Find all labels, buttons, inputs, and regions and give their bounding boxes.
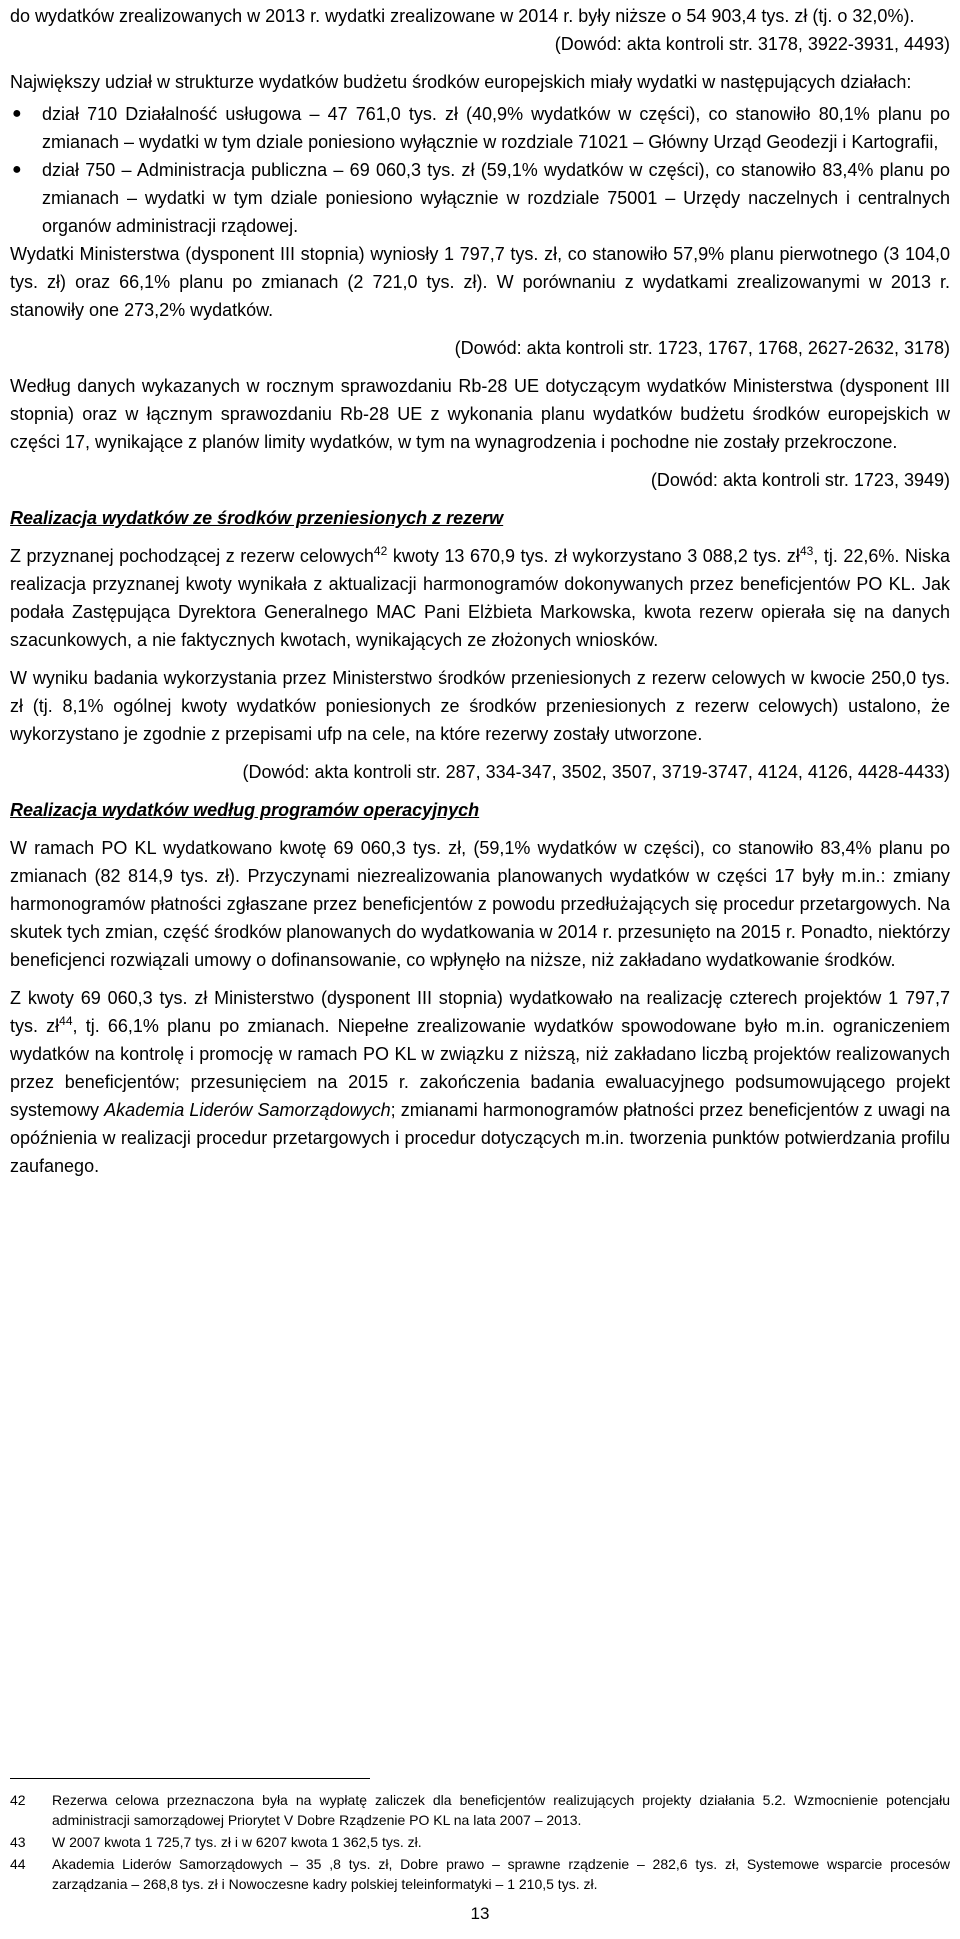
paragraph-7: W ramach PO KL wydatkowano kwotę 69 060,3 tys. zł, (59,1% wydatków w części), co stanowiło 83,4% planu po zmianach (82 814,9 tys. zł). Przyczynami niezrealizowania planowanych wydatków w części 17 były m.in.: zmiany harmonogramów płatności zgłaszane przez beneficjentów z powodu przedłużających się procedur przetargowych. Na skutek tych zmian, część środków planowanych do wydatkowania w 2014 r. przesunięto na 2015 r. Ponadto, niektórzy beneficjenci rozwiązali umowy o dofinansowanie, co wpłynęło na niższe, niż zakładano wydatkowanie środków. (10, 838, 950, 970)
project-name-italic: Akademia Liderów Samorządowych (104, 1100, 391, 1120)
footnote-text: W 2007 kwota 1 725,7 tys. zł i w 6207 kwota 1 362,5 tys. zł. (52, 1834, 422, 1850)
paragraph-2: Największy udział w strukturze wydatków budżetu środków europejskich miały wydatki w następujących działach: (10, 72, 912, 92)
footnote-number: 44 (10, 1856, 26, 1872)
paragraph-3: Wydatki Ministerstwa (dysponent III stopnia) wyniosły 1 797,7 tys. zł, co stanowiło 57,9% planu pierwotnego (3 104,0 tys. zł) oraz 66,1% planu po zmianach (2 721,0 tys. zł). W porównaniu z wydatkami zrealizowanymi w 2013 r. stanowiły one 273,2% wydatków. (10, 244, 950, 320)
footnote-43 (10, 1832, 950, 1852)
footnote-ref-43[interactable]: 43 (799, 544, 814, 558)
footnote-number: 43 (10, 1834, 26, 1850)
footnote-text: Rezerwa celowa przeznaczona była na wypłatę zaliczek dla beneficjentów realizujących projekty działania 5.2. Wzmocnienie potencjału administracji samorządowej Priorytet V Dobre Rządzenie PO KL na lata 2007 – 2013. (52, 1792, 950, 1828)
evidence-ref-2: (Dowód: akta kontroli str. 1723, 1767, 1768, 2627-2632, 3178) (454, 338, 950, 358)
list-item-text: dział 750 – Administracja publiczna – 69 060,3 tys. zł (59,1% wydatków w części), co stanowiło 83,4% planu po zmianach – wydatki w tym dziale poniesiono wyłącznie w rozdziale 75001 – Urzędy naczelnych i centralnych organów administracji rządowej. (42, 160, 950, 236)
evidence-ref-1: (Dowód: akta kontroli str. 3178, 3922-3931, 4493) (554, 34, 950, 54)
footnotes (10, 1790, 950, 1896)
footnote-42 (10, 1790, 950, 1830)
paragraph-1: do wydatków zrealizowanych w 2013 r. wydatki zrealizowane w 2014 r. były niższe o 54 903,4 tys. zł (tj. o 32,0%). (10, 6, 915, 26)
paragraph-8-part-3: ; zmianami harmonogramów płatności przez beneficjentów z uwagi na opóźnienia w realizacji procedur przetargowych i procedur dotyczących m.in. tworzenia punktów potwierdzania profilu zaufanego. (10, 1100, 950, 1176)
footnote-ref-44[interactable]: 44 (59, 1014, 73, 1028)
paragraph-8-part-2: , tj. 66,1% planu po zmianach. Niepełne zrealizowanie wydatków spowodowane było m.in. ograniczeniem wydatków na kontrolę i promocję w ramach PO KL w związku z niższą, niż zakładano liczbą projektów realizowanych przez beneficjentów; przesunięciem na 2015 r. zakończenia badania ewaluacyjnego podsumowującego projekt systemowy (10, 1016, 950, 1120)
list-item-text: dział 710 Działalność usługowa – 47 761,0 tys. zł (40,9% wydatków w części), co stanowiło 80,1% planu po zmianach – wydatki w tym dziale poniesiono wyłącznie w rozdziale 71021 – Główny Urząd Geodezji i Kartografii, (42, 104, 950, 152)
paragraph-5 (10, 542, 950, 654)
paragraph-4: Według danych wykazanych w rocznym sprawozdaniu Rb-28 UE dotyczącym wydatków Ministerstwa (dysponent III stopnia) oraz w łącznym sprawozdaniu Rb-28 UE z wykonania planu wydatków budżetu środków europejskich w części 17, wynikające z planów limity wydatków, w tym na wynagrodzenia i pochodne nie zostały przekroczone. (10, 376, 950, 452)
footnote-text: Akademia Liderów Samorządowych – 35 ,8 tys. zł, Dobre prawo – sprawne rządzenie – 282,6 tys. zł, Systemowe wsparcie procesów zarządzania – 268,8 tys. zł i Nowoczesne kadry polskiej teleinformatyki – 1 210,5 tys. zł. (52, 1856, 950, 1892)
paragraph-5-part-2: kwoty 13 670,9 tys. zł wykorzystano 3 088,2 tys. zł (387, 546, 800, 566)
paragraph-5-part-1: Z przyznanej pochodzącej z rezerw celowych (10, 546, 374, 566)
footnote-44 (10, 1854, 950, 1894)
page-number: 13 (470, 1904, 490, 1923)
division-list (10, 100, 950, 240)
paragraph-8 (10, 984, 950, 1180)
evidence-ref-3: (Dowód: akta kontroli str. 1723, 3949) (650, 470, 950, 490)
paragraph-5-part-3: , tj. 22,6%. Niska realizacja przyznanej kwoty wynikała z aktualizacji harmonogramów dokonywanych przez beneficjentów PO KL. Jak podała Zastępująca Dyrektora Generalnego MAC Pani Elżbieta Markowska, kwota rezerw opierała się na danych szacunkowych, a nie faktycznych kwotach, wynikających ze złożonych wniosków. (10, 546, 950, 650)
evidence-ref-4: (Dowód: akta kontroli str. 287, 334-347, 3502, 3507, 3719-3747, 4124, 4126, 4428-4433) (242, 762, 950, 782)
bullet-icon: ● (12, 105, 22, 122)
list-item (10, 100, 950, 156)
section-heading-reserves: Realizacja wydatków ze środków przeniesionych z rezerw (10, 508, 504, 528)
paragraph-8-part-1: Z kwoty 69 060,3 tys. zł Ministerstwo (dysponent III stopnia) wydatkowało na realizację czterech projektów 1 797,7 tys. zł (10, 988, 950, 1036)
section-heading-programmes: Realizacja wydatków według programów operacyjnych (10, 800, 480, 820)
footnote-ref-42[interactable]: 42 (373, 544, 388, 558)
list-item (10, 156, 950, 240)
paragraph-6: W wyniku badania wykorzystania przez Ministerstwo środków przeniesionych z rezerw celowych w kwocie 250,0 tys. zł (tj. 8,1% ogólnej kwoty wydatków poniesionych ze środków przeniesionych z rezerw celowych) ustalono, że wykorzystano je zgodnie z przepisami ufp na cele, na które rezerwy zostały utworzone. (10, 668, 950, 744)
footnote-separator (10, 1778, 370, 1779)
footnote-number: 42 (10, 1792, 26, 1808)
bullet-icon: ● (12, 161, 22, 178)
